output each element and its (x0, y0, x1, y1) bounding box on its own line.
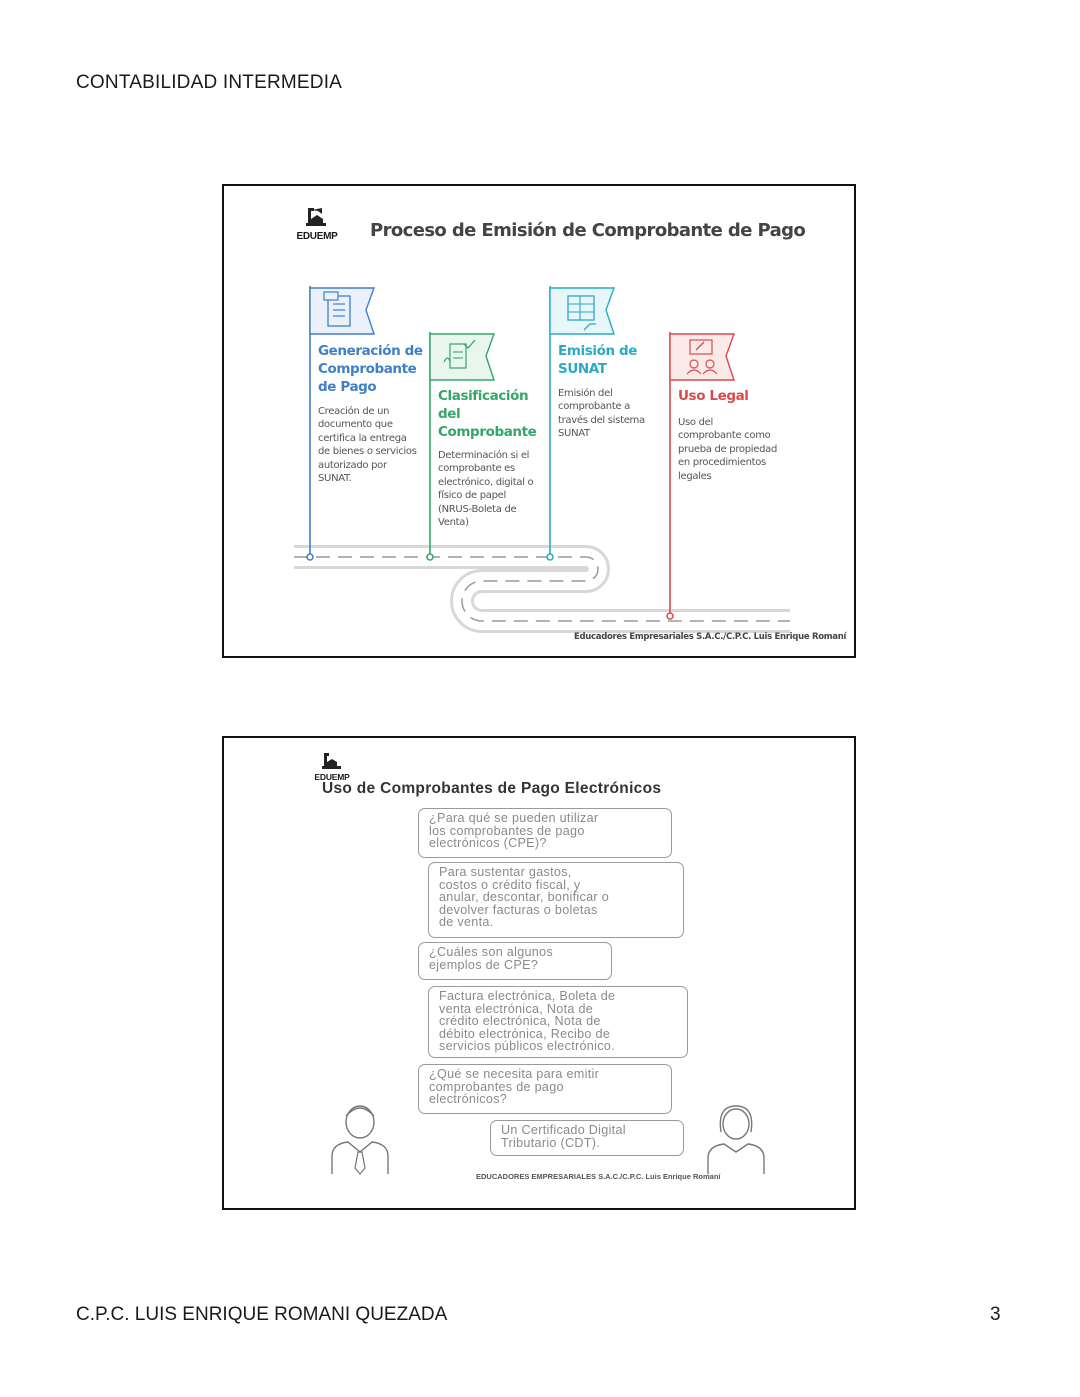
step-3-description: Emisión del comprobante a través del sistema SUNAT (558, 388, 645, 440)
question-bubble-2: ¿Cuáles son algunos ejemplos de CPE? (418, 942, 612, 980)
answer-bubble-3: Un Certificado Digital Tributario (CDT). (490, 1120, 684, 1156)
step-1-description: Creación de un documento que certifica la entrega de bienes o servicios autorizado por SUNAT. (318, 406, 417, 485)
question-bubble-1: ¿Para qué se pueden utilizar los comprobantes de pago electrónicos (CPE)? (418, 808, 672, 858)
man-avatar-icon (328, 1102, 392, 1176)
slide-credit: EDUCADORES EMPRESARIALES S.A.C./C.P.C. Luis Enrique Romaní (476, 1172, 721, 1181)
slide-process-diagram (222, 184, 856, 658)
system-icon (550, 288, 614, 334)
woman-avatar-icon (704, 1102, 768, 1176)
document-icon (310, 288, 374, 334)
step-1-title: Generación de Comprobante de Pago (318, 343, 423, 395)
eduemp-logo (308, 752, 356, 782)
answer-bubble-2: Factura electrónica, Boleta de venta electrónica, Nota de crédito electrónica, Nota de débito electrónica, Recibo de servicios públicos electrónico. (428, 986, 688, 1058)
step-3-title: Emisión de SUNAT (558, 343, 637, 377)
logo-mark-icon (320, 752, 344, 770)
logo-text: EDUEMP (296, 231, 338, 242)
slide-title: Proceso de Emisión de Comprobante de Pago (370, 220, 806, 241)
question-bubble-3: ¿Qué se necesita para emitir comprobantes de pago electrónicos? (418, 1064, 672, 1114)
classification-icon (430, 334, 494, 380)
footer-author: C.P.C. LUIS ENRIQUE ROMANI QUEZADA (76, 1304, 448, 1325)
slide-cpe-dialogue (222, 736, 856, 1210)
page-header-title: CONTABILIDAD INTERMEDIA (76, 72, 343, 93)
step-2-title: Clasificación del Comprobante (438, 388, 537, 440)
logo-text: EDUEMP (314, 772, 350, 782)
page-number: 3 (990, 1304, 1001, 1325)
legal-icon (670, 334, 734, 380)
slide-credit: Educadores Empresariales S.A.C./C.P.C. Luis Enrique Romaní (574, 632, 847, 642)
answer-bubble-1: Para sustentar gastos, costos o crédito fiscal, y anular, descontar, bonificar o devolver facturas o boletas de venta. (428, 862, 684, 938)
step-2-description: Determinación si el comprobante es electrónico, digital o físico de papel (NRUS-Boleta de Venta) (438, 450, 534, 529)
step-4-description: Uso del comprobante como prueba de propiedad en procedimientos legales (678, 417, 778, 482)
step-4-title: Uso Legal (678, 388, 749, 404)
slide-title: Uso de Comprobantes de Pago Electrónicos (322, 780, 662, 797)
